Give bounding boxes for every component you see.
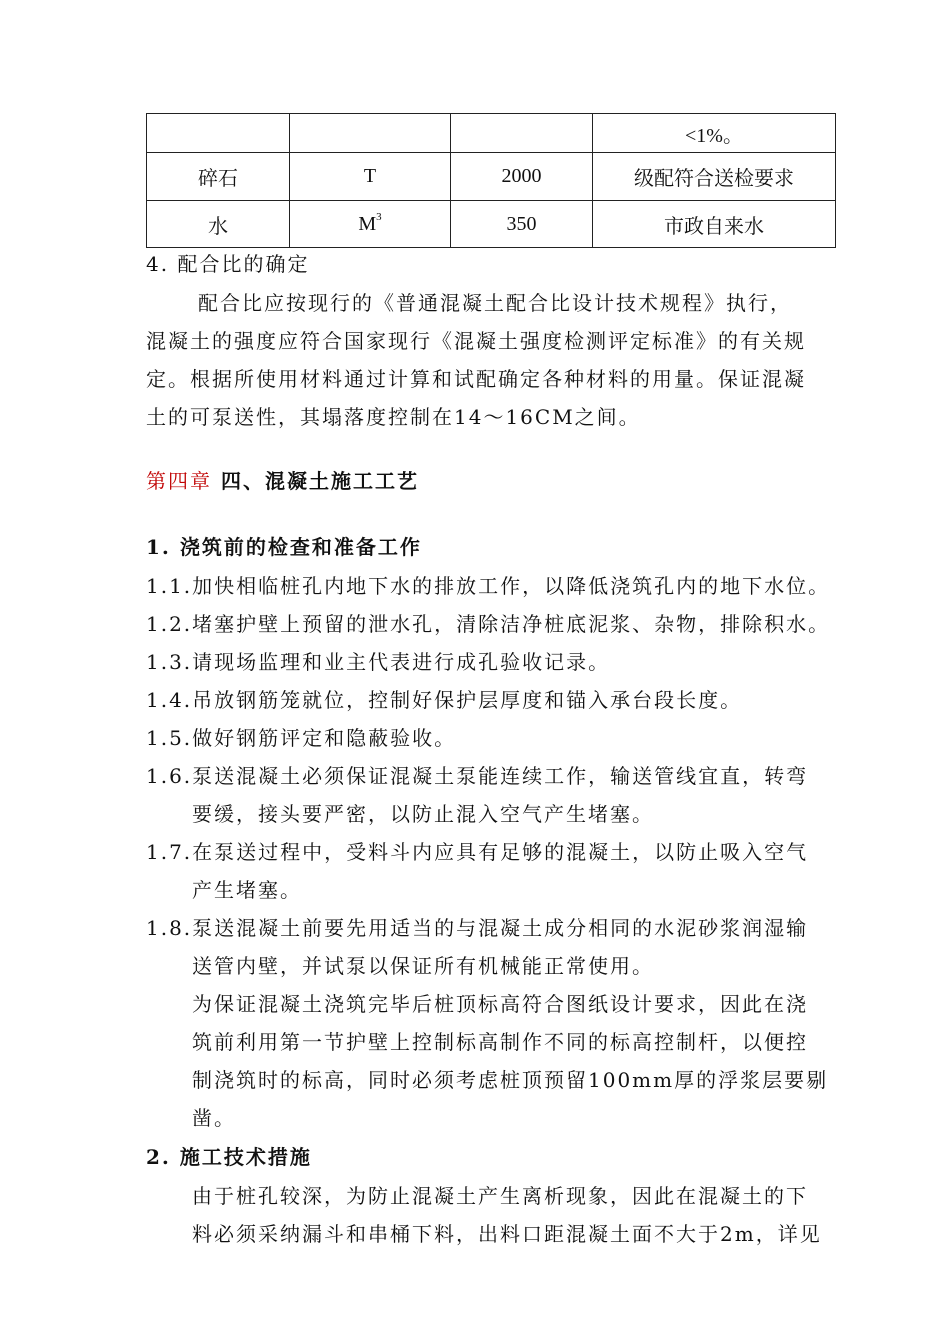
chapter-title: 四、混凝土施工工艺	[220, 469, 419, 493]
list-item: 1.1.加快相临桩孔内地下水的排放工作，以降低浇筑孔内的地下水位。	[146, 574, 831, 598]
list-item: 1.3.请现场监理和业主代表进行成孔验收记录。	[146, 650, 611, 674]
list-item: 1.6.泵送混凝土必须保证混凝土泵能连续工作，输送管线宜直，转弯	[146, 764, 809, 788]
table-cell	[147, 114, 290, 153]
paragraph-line: 料必须采纳漏斗和串桶下料，出料口距混凝土面不大于2m，详见	[192, 1222, 822, 1246]
list-item-continuation: 要缓，接头要严密，以防止混入空气产生堵塞。	[192, 802, 654, 826]
subsection-heading: 1. 浇筑前的检查和准备工作	[146, 535, 422, 559]
list-item: 1.2.堵塞护壁上预留的泄水孔，清除洁净桩底泥浆、杂物，排除积水。	[146, 612, 831, 636]
table-cell: 2000	[451, 153, 593, 201]
table-cell: <1%。	[593, 114, 836, 153]
table-cell: T	[290, 153, 451, 201]
list-item: 1.8.泵送混凝土前要先用适当的与混凝土成分相同的水泥砂浆润湿输	[146, 916, 809, 940]
unit-text: M	[358, 212, 377, 235]
paragraph-line: 配合比应按现行的《普通混凝土配合比设计技术规程》执行，	[198, 291, 792, 315]
list-item: 为保证混凝土浇筑完毕后桩顶标高符合图纸设计要求，因此在浇	[192, 992, 808, 1016]
list-item-continuation: 送管内壁，并试泵以保证所有机械能正常使用。	[192, 954, 654, 978]
paragraph-line: 混凝土的强度应符合国家现行《混凝土强度检测评定标准》的有关规	[146, 329, 806, 353]
materials-table	[146, 113, 836, 248]
table-cell-unit	[290, 201, 451, 248]
list-item: 1.7.在泵送过程中，受料斗内应具有足够的混凝土，以防止吸入空气	[146, 840, 809, 864]
list-item: 1.5.做好钢筋评定和隐蔽验收。	[146, 726, 457, 750]
list-item-continuation: 制浇筑时的标高，同时必须考虑桩顶预留100mm厚的浮浆层要剔	[192, 1068, 829, 1092]
list-item-continuation: 凿。	[192, 1106, 236, 1130]
paragraph-line: 由于桩孔较深，为防止混凝土产生离析现象，因此在混凝土的下	[192, 1184, 808, 1208]
table-cell: 碎石	[147, 153, 290, 201]
section-heading: 4. 配合比的确定	[146, 252, 310, 276]
list-item: 1.4.吊放钢筋笼就位，控制好保护层厚度和锚入承台段长度。	[146, 688, 743, 712]
paragraph-line: 定。根据所使用材料通过计算和试配确定各种材料的用量。保证混凝	[146, 367, 806, 391]
chapter-heading	[146, 467, 419, 495]
list-item-continuation: 产生堵塞。	[192, 878, 302, 902]
list-item-continuation: 筑前利用第一节护壁上控制标高制作不同的标高控制杆，以便控	[192, 1030, 808, 1054]
table-cell: 350	[451, 201, 593, 248]
table-cell: 水	[147, 201, 290, 248]
table-row	[147, 114, 836, 153]
chapter-label: 第四章	[146, 469, 212, 493]
table-row	[147, 201, 836, 248]
table-row	[147, 153, 836, 201]
subsection-heading: 2. 施工技术措施	[146, 1145, 312, 1169]
table-cell	[451, 114, 593, 153]
unit-superscript: 3	[376, 210, 382, 223]
paragraph-line: 土的可泵送性，其塌落度控制在14～16CM之间。	[146, 405, 641, 429]
table-cell: 级配符合送检要求	[593, 153, 836, 201]
table-cell	[290, 114, 451, 153]
table-cell: 市政自来水	[593, 201, 836, 248]
